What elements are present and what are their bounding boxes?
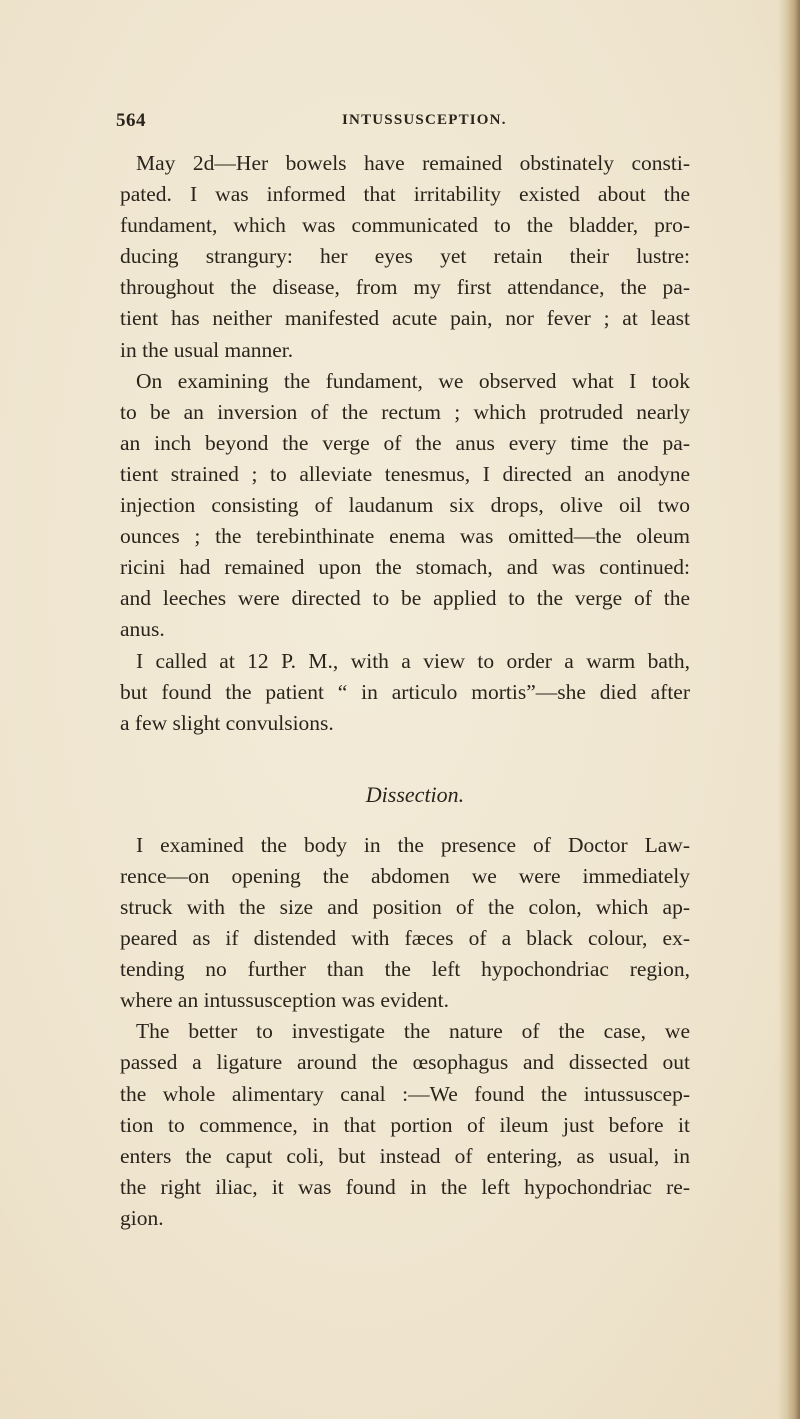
section-heading: Dissection. [365,781,465,807]
text-line: I examined the body in the presence of Doctor Law- [136,832,690,857]
text-line: pated. I was informed that irritability existed about the [120,182,690,207]
paragraph-examining-fundament [120,366,690,646]
text-line: ducing strangury: her eyes yet retain their lustre: [120,244,690,269]
text-line: fundament, which was communicated to the bladder, pro- [120,213,690,238]
text-line: The better to investigate the nature of the case, we [136,1019,690,1044]
text-line: rence—on opening the abdomen we were immediately [120,863,690,888]
text-line: injection consisting of laudanum six drops, olive oil two [120,493,690,518]
text-line: a few slight convulsions. [120,710,334,735]
paragraph-better-to-investigate [120,1016,690,1234]
text-line: peared as if distended with fæces of a black colour, ex- [120,926,690,951]
text-line: On examining the fundament, we observed what I took [136,368,690,393]
text-line: to be an inversion of the rectum ; which protruded nearly [120,399,690,424]
text-line: tending no further than the left hypochondriac region, [120,957,690,982]
text-line: an inch beyond the verge of the anus every time the pa- [120,430,690,455]
text-line: passed a ligature around the œsophagus and dissected out [120,1050,690,1075]
text-line: struck with the size and position of the colon, which ap- [120,894,690,919]
text-line: but found the patient “ in articulo mortis”—she died after [120,679,690,704]
running-head: INTUSSUSCEPTION. [342,112,507,128]
text-line: tient strained ; to alleviate tenesmus, I directed an anodyne [120,461,690,486]
text-line: ricini had remained upon the stomach, and was continued: [120,555,690,580]
text-line: enters the caput coli, but instead of entering, as usual, in [120,1143,690,1168]
section-spacer [120,739,690,772]
text-line: anus. [120,617,165,642]
text-line: I called at 12 P. M., with a view to order a warm bath, [136,648,690,673]
text-line: ounces ; the terebinthinate enema was omitted—the oleum [120,524,690,549]
page-number: 564 [116,110,146,131]
body-text [120,148,690,1234]
page-edge-shadow [778,0,800,1419]
text-line: tion to commence, in that portion of ileum just before it [120,1112,690,1137]
paragraph-examined-body [120,830,690,1017]
text-line: the whole alimentary canal :—We found the intussuscep- [120,1081,690,1106]
text-line: in the usual manner. [120,337,294,362]
text-line: May 2d—Her bowels have remained obstinately consti- [136,151,690,175]
text-line: the right iliac, it was found in the left hypochondriac re- [120,1174,690,1199]
paragraph-may-2d [120,148,690,366]
text-line: where an intussusception was evident. [120,988,449,1013]
text-line: throughout the disease, from my first attendance, the pa- [120,275,690,300]
text-line: gion. [120,1205,164,1230]
text-line: tient has neither manifested acute pain, nor fever ; at least [120,306,690,331]
section-spacer [120,818,690,830]
text-line: and leeches were directed to be applied to the verge of the [120,586,690,611]
paragraph-called-at-12 [120,646,690,739]
page-header [116,110,676,140]
